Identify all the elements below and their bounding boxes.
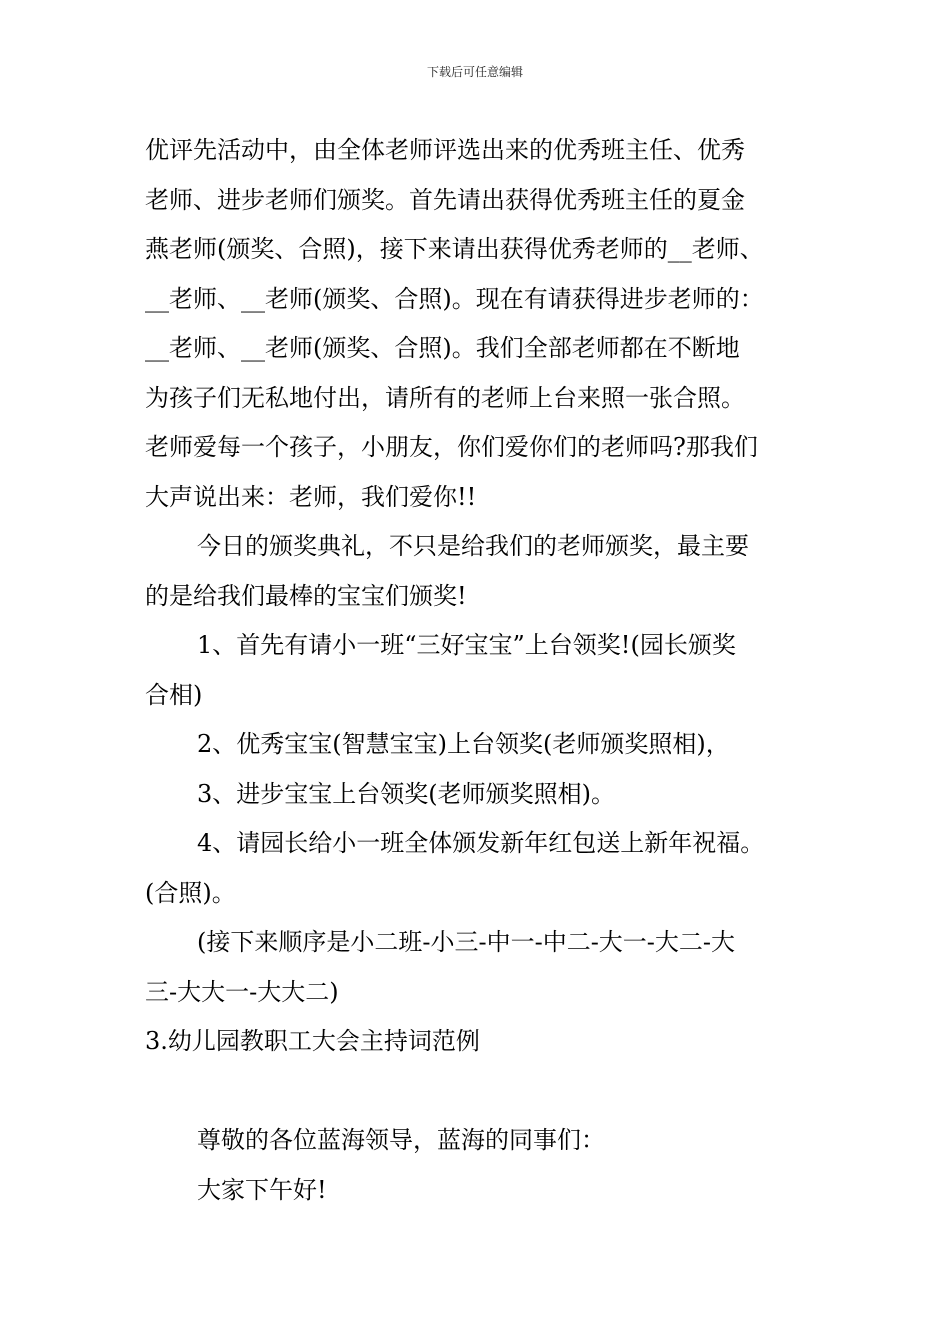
blank-line [145, 1067, 810, 1117]
paragraph-line: 老师、进步老师们颁奖。首先请出获得优秀班主任的夏金 [145, 185, 745, 214]
paragraph-line: (接下来顺序是小二班-小三-中一-中二-大一-大二-大 [197, 928, 736, 956]
paragraph-line: 三-大大一-大大二) [145, 977, 339, 1006]
list-item-line: 2、优秀宝宝(智慧宝宝)上台领奖(老师颁奖照相)， [197, 730, 730, 758]
page-header-note: 下载后可任意编辑 [426, 65, 523, 79]
paragraph-line: 优评先活动中，由全体老师评选出来的优秀班主任、优秀 [145, 136, 745, 164]
list-item-line: (合照)。 [145, 878, 236, 907]
list-item-line: 1、首先有请小一班“三好宝宝”上台领奖!(园长颁奖 [197, 631, 736, 659]
list-item-line: 合相) [145, 680, 203, 709]
list-item-line: 4、请园长给小一班全体颁发新年红包送上新年祝福。 [197, 829, 765, 857]
paragraph-line: 老师爱每一个孩子，小朋友，你们爱你们的老师吗?那我们 [145, 433, 758, 461]
list-item-line: 3、进步宝宝上台领奖(老师颁奖照相)。 [197, 779, 615, 808]
paragraph-line: 为孩子们无私地付出，请所有的老师上台来照一张合照。 [145, 383, 745, 412]
greeting-line: 大家下午好! [197, 1175, 327, 1204]
paragraph-line: __老师、__老师(颁奖、合照)。我们全部老师都在不断地 [145, 334, 740, 362]
salutation-line: 尊敬的各位蓝海领导，蓝海的同事们： [197, 1126, 605, 1154]
document-body [145, 126, 810, 1215]
paragraph-line: 大声说出来：老师，我们爱你!! [145, 482, 477, 511]
paragraph-line: 燕老师(颁奖、合照)，接下来请出获得优秀老师的__老师、 [145, 235, 764, 263]
section-heading: 3.幼儿园教职工大会主持词范例 [145, 1027, 480, 1055]
paragraph-line: 的是给我们最棒的宝宝们颁奖! [145, 581, 467, 610]
paragraph-line: __老师、__老师(颁奖、合照)。现在有请获得进步老师的： [145, 284, 764, 313]
paragraph-line: 今日的颁奖典礼，不只是给我们的老师颁奖，最主要 [197, 532, 749, 560]
